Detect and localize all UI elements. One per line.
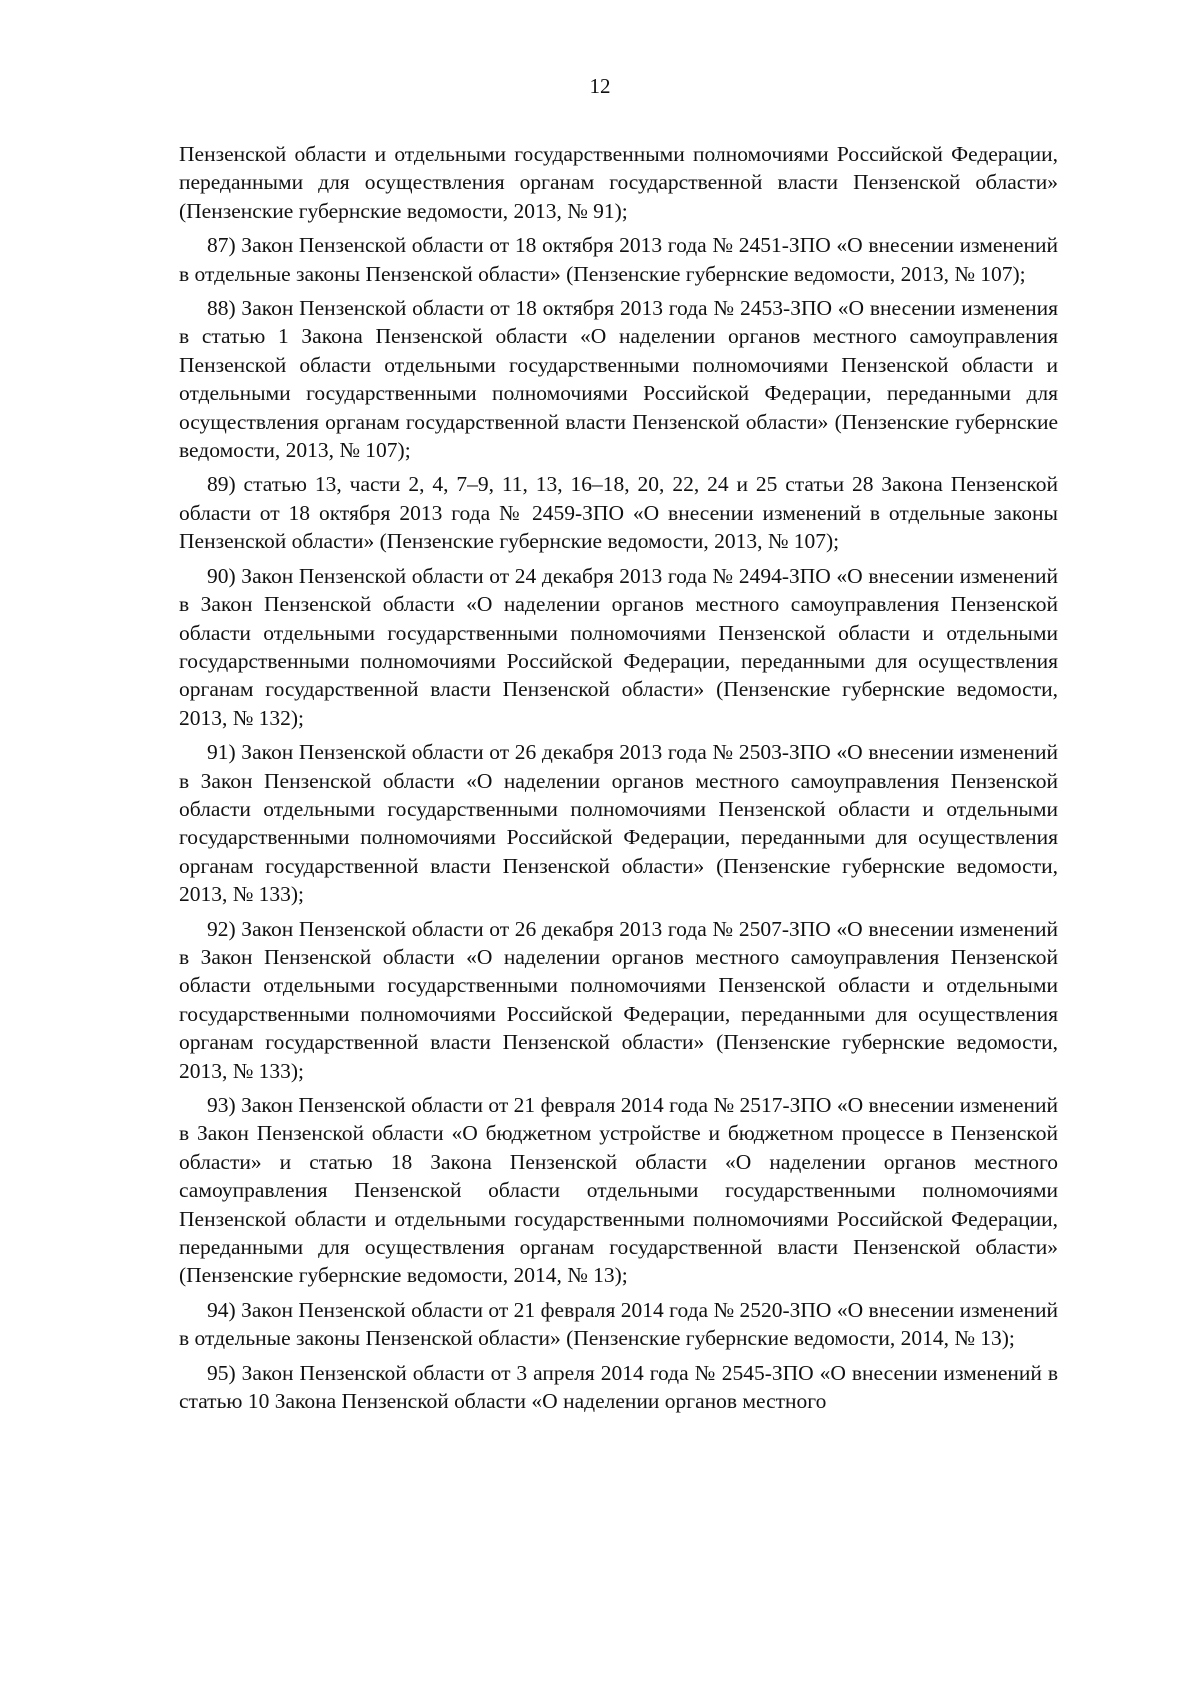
list-item-87: 87) Закон Пензенской области от 18 октября 2013 года № 2451-ЗПО «О внесении изменений в отдельные законы Пензенской области» (Пензенские губернские ведомости, 2013, № 107); [179, 233, 1058, 286]
list-item-95: 95) Закон Пензенской области от 3 апреля 2014 года № 2545-ЗПО «О внесении изменений в статью 10 Закона Пензенской области «О наделении органов местного [179, 1360, 1058, 1414]
list-item-93: 93) Закон Пензенской области от 21 февраля 2014 года № 2517-ЗПО «О внесении изменений в Закон Пензенской области «О бюджетном устройстве и бюджетном процессе в Пензенской области» и статью 18 Закона Пензенской области «О наделении органов местного самоуправления Пензенской области отдельными государственными полномочиями Пензенской области и отдельными государственными полномочиями Российской Федерации, переданными для осуществления органам государственной власти Пензенской области» (Пензенские губернские ведомости, 2014, № 13); [179, 1093, 1058, 1288]
list-item-91: 91) Закон Пензенской области от 26 декабря 2013 года № 2503-ЗПО «О внесении изменений в Закон Пензенской области «О наделении органов местного самоуправления Пензенской области отдельными государственными полномочиями Пензенской области и отдельными государственными полномочиями Российской Федерации, переданными для осуществления органам государственной власти Пензенской области» (Пензенские губернские ведомости, 2013, № 133); [179, 740, 1058, 907]
list-item-90: 90) Закон Пензенской области от 24 декабря 2013 года № 2494-ЗПО «О внесении изменений в Закон Пензенской области «О наделении органов местного самоуправления Пензенской области отдельными государственными полномочиями Пензенской области и отдельными государственными полномочиями Российской Федерации, переданными для осуществления органам государственной власти Пензенской области» (Пензенские губернские ведомости, 2013, № 132); [179, 563, 1058, 730]
list-item-89: 89) статью 13, части 2, 4, 7–9, 11, 13, 16–18, 20, 22, 24 и 25 статьи 28 Закона Пензенской области от 18 октября 2013 года № 2459-ЗПО «О внесении изменений в отдельные законы Пензенской области» (Пензенские губернские ведомости, 2013, № 107); [179, 472, 1058, 554]
paragraph-continuation: Пензенской области и отдельными государственными полномочиями Российской Федерации, переданными для осуществления органам государственной власти Пензенской области» (Пензенские губернские ведомости, 2013, № 91); [179, 142, 1058, 223]
list-item-92: 92) Закон Пензенской области от 26 декабря 2013 года № 2507-ЗПО «О внесении изменений в Закон Пензенской области «О наделении органов местного самоуправления Пензенской области отдельными государственными полномочиями Пензенской области и отдельными государственными полномочиями Российской Федерации, переданными для осуществления органам государственной власти Пензенской области» (Пензенские губернские ведомости, 2013, № 133); [179, 916, 1058, 1083]
list-item-88: 88) Закон Пензенской области от 18 октября 2013 года № 2453-ЗПО «О внесении изменения в статью 1 Закона Пензенской области «О наделении органов местного самоуправления Пензенской области отдельными государственными полномочиями Пензенской области и отдельными государственными полномочиями Российской Федерации, переданными для осуществления органам государственной власти Пензенской области» (Пензенские губернские ведомости, 2013, № 107); [179, 296, 1058, 463]
list-item-94: 94) Закон Пензенской области от 21 февраля 2014 года № 2520-ЗПО «О внесении изменений в отдельные законы Пензенской области» (Пензенские губернские ведомости, 2014, № 13); [179, 1297, 1058, 1351]
page-number: 12 [589, 74, 611, 98]
document-body [179, 140, 1058, 1421]
